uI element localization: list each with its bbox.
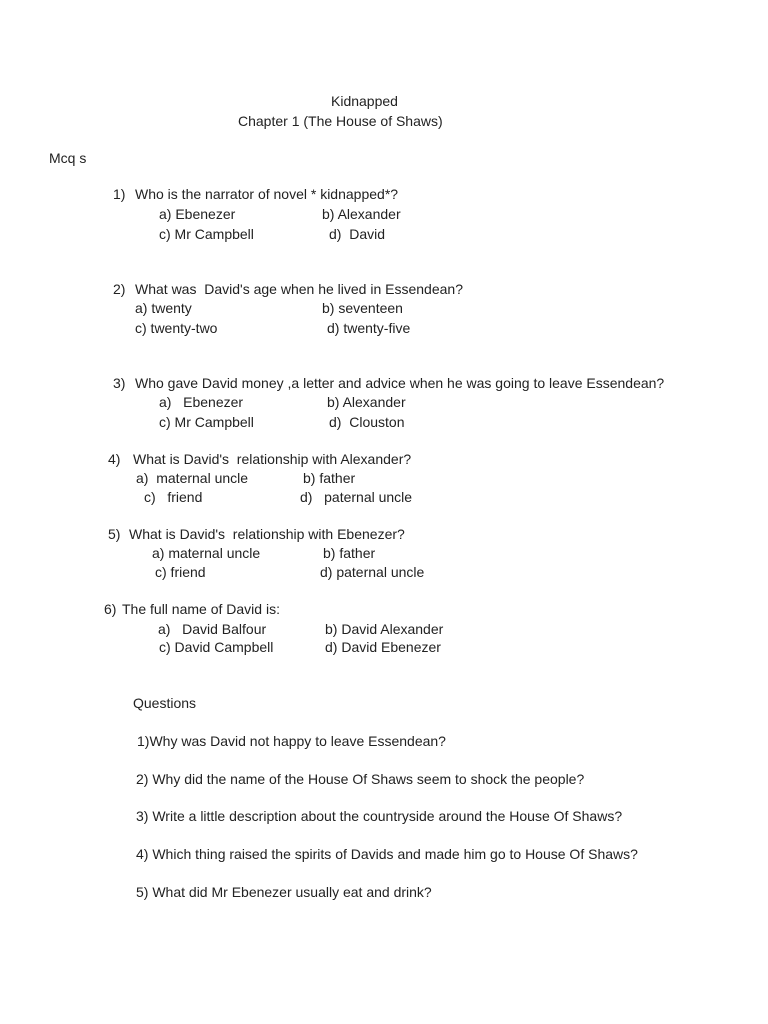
mcq-number: 4) <box>108 451 121 467</box>
mcq-option-c: c) friend <box>144 489 203 505</box>
chapter-title: Chapter 1 (The House of Shaws) <box>238 113 443 129</box>
mcq-number: 1) <box>113 186 126 202</box>
mcq-number: 6) <box>104 601 117 617</box>
mcq-option-a: a) twenty <box>135 300 192 316</box>
question-item: 5) What did Mr Ebenezer usually eat and drink? <box>136 884 432 900</box>
mcq-option-d: d) paternal uncle <box>320 564 425 580</box>
mcq-option-c: c) David Campbell <box>159 639 274 655</box>
mcq-option-b: b) father <box>303 470 356 486</box>
mcq-question: What is David's relationship with Alexander? <box>133 451 412 467</box>
mcq-option-d: d) paternal uncle <box>300 489 413 505</box>
mcq-option-d: d) twenty-five <box>327 320 411 336</box>
questions-section-label: Questions <box>133 695 197 711</box>
mcq-number: 5) <box>108 526 121 542</box>
mcq-number: 2) <box>113 281 126 297</box>
question-item: 3) Write a little description about the countryside around the House Of Shaws? <box>136 808 623 824</box>
mcq-option-c: c) Mr Campbell <box>159 226 254 242</box>
mcq-option-a: a) maternal uncle <box>136 470 249 486</box>
mcq-option-c: c) twenty-two <box>135 320 218 336</box>
mcq-section-label: Mcq s <box>49 150 87 166</box>
mcq-option-a: a) maternal uncle <box>152 545 261 561</box>
mcq-option-b: b) Alexander <box>322 206 401 222</box>
mcq-option-b: b) David Alexander <box>325 621 444 637</box>
question-item: 4) Which thing raised the spirits of Davids and made him go to House Of Shaws? <box>136 846 638 862</box>
mcq-number: 3) <box>113 375 126 391</box>
mcq-option-c: c) friend <box>155 564 206 580</box>
mcq-question: What was David's age when he lived in Essendean? <box>135 281 463 297</box>
mcq-question: Who gave David money ,a letter and advice when he was going to leave Essendean? <box>135 375 665 391</box>
mcq-option-a: a) Ebenezer <box>159 206 236 222</box>
mcq-option-a: a) Ebenezer <box>159 394 244 410</box>
document-title: Kidnapped <box>331 93 398 109</box>
question-item: 1)Why was David not happy to leave Essendean? <box>137 733 446 749</box>
mcq-option-c: c) Mr Campbell <box>159 414 254 430</box>
mcq-option-d: d) David <box>329 226 386 242</box>
mcq-question: Who is the narrator of novel * kidnapped*? <box>135 186 399 202</box>
mcq-option-b: b) father <box>323 545 376 561</box>
mcq-option-b: b) seventeen <box>322 300 403 316</box>
mcq-question: The full name of David is: <box>122 601 280 617</box>
mcq-option-b: b) Alexander <box>327 394 406 410</box>
mcq-option-a: a) David Balfour <box>158 621 267 637</box>
mcq-option-d: d) Clouston <box>329 414 405 430</box>
question-item: 2) Why did the name of the House Of Shaws seem to shock the people? <box>136 771 585 787</box>
mcq-option-d: d) David Ebenezer <box>325 639 441 655</box>
mcq-question: What is David's relationship with Ebenezer? <box>129 526 405 542</box>
